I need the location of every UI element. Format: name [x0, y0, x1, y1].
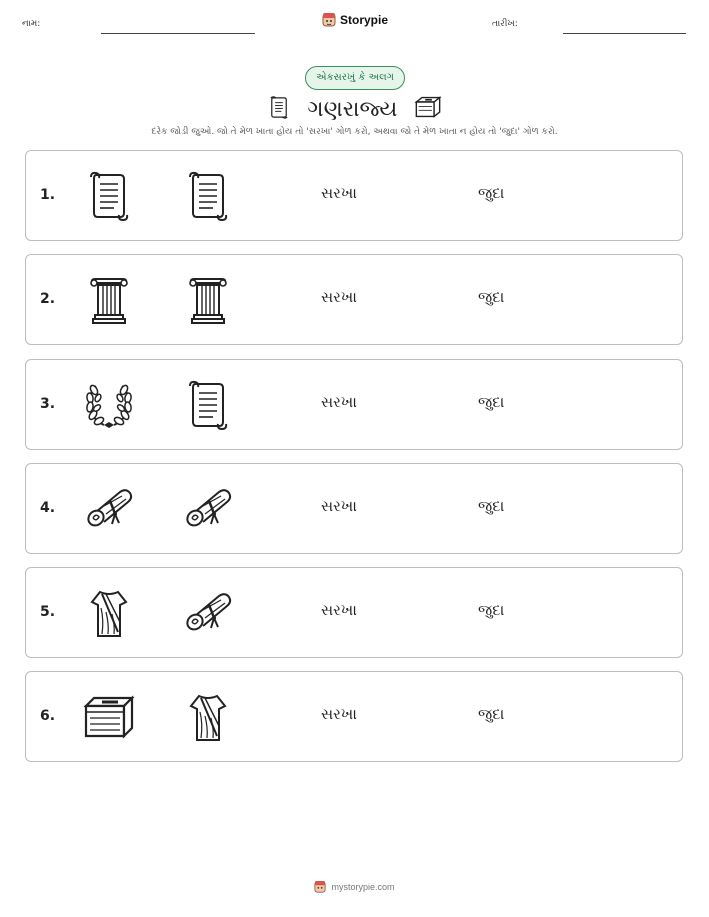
- instructions-text: દરેક જોડી જુઓ. જો તે મેળ ખાતા હોય તો 'સરખા' ગોળ કરો, અથવા જો તે મેળ ખાતા ન હોય તો 'જુદા' ગોળ કરો.: [151, 127, 558, 137]
- same-option[interactable]: સરખા: [321, 393, 357, 411]
- category-badge: એકસરખું કે અલગ: [305, 66, 405, 90]
- scroll-icon: [266, 92, 292, 126]
- row-number: 3.: [40, 396, 56, 412]
- brand-name: Storypie: [340, 13, 389, 27]
- title-row: [0, 92, 709, 126]
- rolled-scroll-icon: [181, 586, 235, 640]
- footer: [0, 880, 709, 894]
- question-row-5: [25, 567, 683, 658]
- date-line[interactable]: [563, 33, 686, 34]
- brand-logo: [322, 12, 388, 28]
- ballot-box-icon: [413, 92, 443, 126]
- different-option[interactable]: જુદા: [478, 601, 505, 619]
- question-row-4: [25, 463, 683, 554]
- question-row-3: [25, 359, 683, 450]
- row-number: 4.: [40, 500, 56, 516]
- storypie-mascot-icon: [322, 12, 336, 28]
- toga-icon: [181, 690, 235, 744]
- name-label: નામ:: [22, 19, 41, 29]
- column-icon: [82, 273, 136, 327]
- different-option[interactable]: જુદા: [478, 705, 505, 723]
- row-number: 1.: [40, 187, 56, 203]
- page-title: ગણરાજ્ય: [307, 96, 398, 122]
- rolled-scroll-icon: [181, 482, 235, 536]
- same-option[interactable]: સરખા: [321, 705, 357, 723]
- toga-icon: [82, 586, 136, 640]
- column-icon: [181, 273, 235, 327]
- different-option[interactable]: જુદા: [478, 393, 505, 411]
- scroll-icon: [82, 169, 136, 223]
- question-row-6: [25, 671, 683, 762]
- date-label: તારીખ:: [492, 19, 518, 29]
- row-number: 5.: [40, 604, 56, 620]
- name-line[interactable]: [101, 33, 255, 34]
- scroll-icon: [181, 169, 235, 223]
- row-number: 6.: [40, 708, 56, 724]
- question-row-1: [25, 150, 683, 241]
- rolled-scroll-icon: [82, 482, 136, 536]
- laurel-wreath-icon: [82, 378, 136, 432]
- ballot-box-icon: [82, 690, 136, 744]
- scroll-icon: [181, 378, 235, 432]
- different-option[interactable]: જુદા: [478, 288, 505, 306]
- different-option[interactable]: જુદા: [478, 497, 505, 515]
- same-option[interactable]: સરખા: [321, 497, 357, 515]
- storypie-mascot-icon: [314, 880, 326, 894]
- same-option[interactable]: સરખા: [321, 601, 357, 619]
- different-option[interactable]: જુદા: [478, 184, 505, 202]
- same-option[interactable]: સરખા: [321, 288, 357, 306]
- question-row-2: [25, 254, 683, 345]
- row-number: 2.: [40, 291, 56, 307]
- same-option[interactable]: સરખા: [321, 184, 357, 202]
- footer-site: mystorypie.com: [331, 882, 395, 892]
